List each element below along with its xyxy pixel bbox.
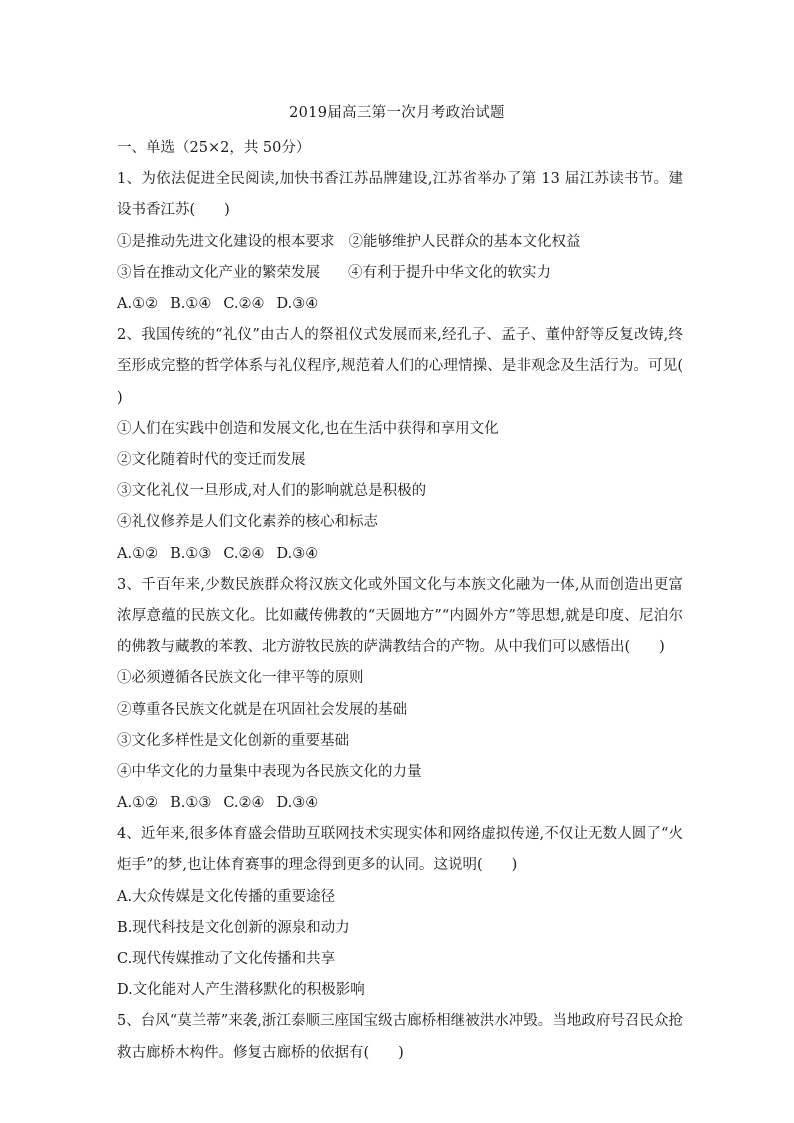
question-4-choice-a[interactable]: A.大众传媒是文化传播的重要途径	[117, 888, 336, 905]
question-3-stem: 3、千百年来,少数民族群众将汉族文化或外国文化与本族文化融为一体,从而创造出更富浓厚意蕴的民族文化。比如藏传佛教的“天圆地方”“内圆外方”等思想,就是印度、尼泊尔的佛教与藏教的苯教、北方游牧民族的萨满教结合的产物。从中我们可以感悟出( )	[117, 576, 683, 656]
question-1-options	[117, 289, 683, 320]
question-1-option-d[interactable]: D.③④	[276, 295, 319, 312]
question-3-option-a[interactable]: A.①②	[117, 795, 159, 812]
question-2-statement-3: ③文化礼仪一旦形成,对人们的影响就总是积极的	[117, 483, 427, 500]
question-1-option-a[interactable]: A.①②	[117, 295, 159, 312]
question-3-option-b[interactable]: B.①③	[170, 795, 212, 812]
question-1-statements-row-1	[117, 227, 683, 258]
question-3-options	[117, 788, 683, 819]
question-2-statement-4: ④礼仪修养是人们文化素养的核心和标志	[117, 514, 378, 531]
question-2-stem: 2、我国传统的“礼仪”由古人的祭祖仪式发展而来,经孔子、孟子、董仲舒等反复改铸,终至形成完整的哲学体系与礼仪程序,规范着人们的心理情操、是非观念及生活行为。可见( )	[117, 327, 712, 406]
question-4-stem: 4、近年来,很多体育盛会借助互联网技术实现实体和网络虚拟传递,不仅让无数人圆了“火炬手”的梦,也让体育赛事的理念得到更多的认同。这说明( )	[117, 826, 683, 874]
question-2-option-d[interactable]: D.③④	[276, 545, 319, 562]
question-1-statement-3: ③旨在推动文化产业的繁荣发展	[117, 264, 320, 281]
question-3-option-d[interactable]: D.③④	[276, 795, 319, 812]
question-1-option-b[interactable]: B.①④	[170, 295, 212, 312]
question-1-statement-2: ②能够维护人民群众的基本文化权益	[348, 233, 581, 250]
question-1-stem: 1、为依法促进全民阅读,加快书香江苏品牌建设,江苏省举办了第 13 届江苏读书节。建设书香江苏( )	[117, 171, 683, 219]
section-heading: 一、单选（25×2，共 50分）	[117, 140, 311, 156]
question-1-statements-row-2	[117, 258, 683, 289]
question-3-statement-3: ③文化多样性是文化创新的重要基础	[117, 732, 349, 749]
question-2-option-a[interactable]: A.①②	[117, 545, 159, 562]
question-2-statement-2: ②文化随着时代的变迁而发展	[117, 451, 306, 468]
question-2-statement-1: ①人们在实践中创造和发展文化,也在生活中获得和享用文化	[117, 420, 499, 437]
page-title: 2019届高三第一次月考政治试题	[289, 105, 505, 121]
question-4-choice-d[interactable]: D.文化能对人产生潜移默化的积极影响	[117, 982, 365, 999]
question-2-options	[117, 539, 683, 570]
question-4-choice-c[interactable]: C.现代传媒推动了文化传播和共享	[117, 951, 336, 968]
question-1-statement-1: ①是推动先进文化建设的根本要求	[117, 233, 335, 250]
question-1-statement-4: ④有利于提升中华文化的软实力	[348, 264, 551, 281]
question-5-stem: 5、台风“莫兰蒂”来袭,浙江泰顺三座国宝级古廊桥相继被洪水冲毁。当地政府号召民众抢救古廊桥木构件。修复古廊桥的依据有( )	[117, 1013, 683, 1061]
question-1-option-c[interactable]: C.②④	[223, 295, 265, 312]
question-3-statement-2: ②尊重各民族文化就是在巩固社会发展的基础	[117, 701, 407, 718]
exam-content	[117, 133, 712, 1069]
question-3-option-c[interactable]: C.②④	[223, 795, 265, 812]
question-3-statement-1: ①必须遵循各民族文化一律平等的原则	[117, 670, 364, 687]
question-2-option-b[interactable]: B.①③	[170, 545, 212, 562]
question-2-option-c[interactable]: C.②④	[223, 545, 265, 562]
question-3-statement-4: ④中华文化的力量集中表现为各民族文化的力量	[117, 763, 422, 780]
question-4-choice-b[interactable]: B.现代科技是文化创新的源泉和动力	[117, 919, 350, 936]
